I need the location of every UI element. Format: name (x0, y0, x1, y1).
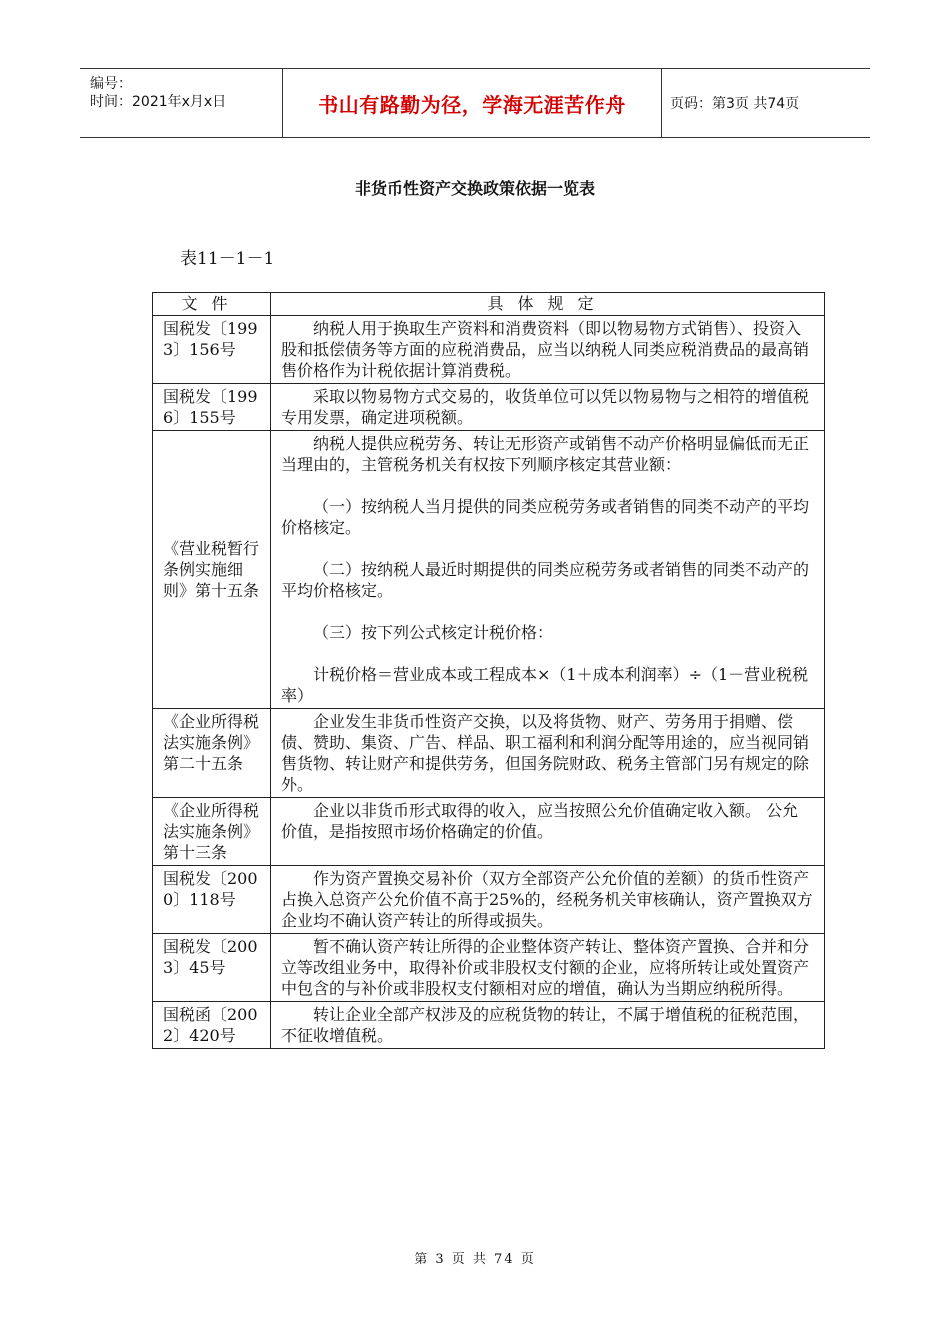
rule-paragraph: （二）按纳税人最近时期提供的同类应税劳务或者销售的同类不动产的平均价格核定。 (281, 560, 810, 600)
document-reference: 国税发〔1993〕156号 (153, 316, 271, 384)
document-reference: 《企业所得税法实施条例》第二十五条 (153, 709, 271, 798)
document-reference: 国税发〔1996〕155号 (153, 384, 271, 431)
number-label: 编号： (90, 76, 132, 92)
rule-paragraph: 作为资产置换交易补价（双方全部资产公允价值的差额）的货币性资产占换入总资产公允价值不高于25%的，经税务机关审核确认，资产置换双方企业均不确认资产转让的所得或损失。 (281, 869, 813, 930)
paragraph-gap (281, 538, 814, 559)
document-reference: 国税发〔2000〕118号 (153, 866, 271, 934)
table-row (153, 934, 825, 1002)
table-row (153, 431, 825, 709)
page-footer: 第 3 页 共 74 页 (414, 1252, 536, 1267)
table-number: 表11－1－1 (180, 249, 275, 269)
paragraph-gap (281, 475, 814, 496)
rule-text (271, 316, 825, 384)
table-row (153, 709, 825, 798)
paragraph-gap (281, 643, 814, 664)
table-row (153, 866, 825, 934)
document-reference: 国税函〔2002〕420号 (153, 1002, 271, 1049)
document-reference: 国税发〔2003〕45号 (153, 934, 271, 1002)
rule-paragraph: 纳税人用于换取生产资料和消费资料（即以物易物方式销售）、投资入股和抵偿债务等方面的应税消费品，应当以纳税人同类应税消费品的最高销售价格作为计税依据计算消费税。 (281, 319, 810, 380)
table-row (153, 798, 825, 866)
rule-text (271, 866, 825, 934)
rule-paragraph: 转让企业全部产权涉及的应税货物的转让，不属于增值税的征税范围，不征收增值税。 (281, 1005, 810, 1045)
policy-table (152, 292, 825, 1049)
column-header-rules: 具体规定 (271, 293, 825, 316)
rule-paragraph: 企业发生非货币性资产交换，以及将货物、财产、劳务用于捐赠、偿债、赞助、集资、广告、样品、职工福利和利润分配等用途的，应当视同销售货物、转让财产和提供劳务，但国务院财政、税务主管部门另有规定的除外。 (281, 712, 810, 794)
rule-paragraph: 计税价格＝营业成本或工程成本×（1＋成本利润率）÷（1－营业税税率） (281, 665, 809, 705)
rule-paragraph: 暂不确认资产转让所得的企业整体资产转让、整体资产置换、合并和分立等改组业务中，取得补价或非股权支付额的企业，应将所转让或处置资产中包含的与补价或非股权支付额相对应的增值，确认为当期应纳税所得。 (281, 937, 810, 998)
rule-paragraph: 纳税人提供应税劳务、转让无形资产或销售不动产价格明显偏低而无正当理由的，主管税务机关有权按下列顺序核定其营业额： (281, 434, 810, 474)
table-row (153, 384, 825, 431)
table-row (153, 1002, 825, 1049)
table-header-row (153, 293, 825, 316)
rule-paragraph: 采取以物易物方式交易的，收货单位可以凭以物易物与之相符的增值税专用发票，确定进项税额。 (281, 387, 810, 427)
rule-text (271, 384, 825, 431)
rule-paragraph: （三）按下列公式核定计税价格： (313, 623, 554, 642)
time-label: 时间：2021年x月x日 (90, 94, 227, 110)
rule-paragraph: （一）按纳税人当月提供的同类应税劳务或者销售的同类不动产的平均价格核定。 (281, 497, 810, 537)
page-title: 非货币性资产交换政策依据一览表 (354, 179, 595, 198)
rule-text (271, 934, 825, 1002)
rule-paragraph: 企业以非货币形式取得的收入，应当按照公允价值确定收入额。 公允价值，是指按照市场价格确定的价值。 (281, 801, 799, 841)
document-reference: 《营业税暂行条例实施细则》第十五条 (153, 431, 271, 709)
rule-text (271, 431, 825, 709)
document-reference: 《企业所得税法实施条例》第十三条 (153, 798, 271, 866)
table-row (153, 316, 825, 384)
rule-text (271, 798, 825, 866)
rule-text (271, 709, 825, 798)
page-header (80, 68, 870, 138)
rule-text (271, 1002, 825, 1049)
header-page-info: 页码：第3页 共74页 (670, 96, 800, 112)
header-meta (80, 69, 283, 137)
column-header-document: 文件 (153, 293, 271, 316)
header-motto: 书山有路勤为径，学海无涯苦作舟 (283, 69, 662, 137)
paragraph-gap (281, 601, 814, 622)
